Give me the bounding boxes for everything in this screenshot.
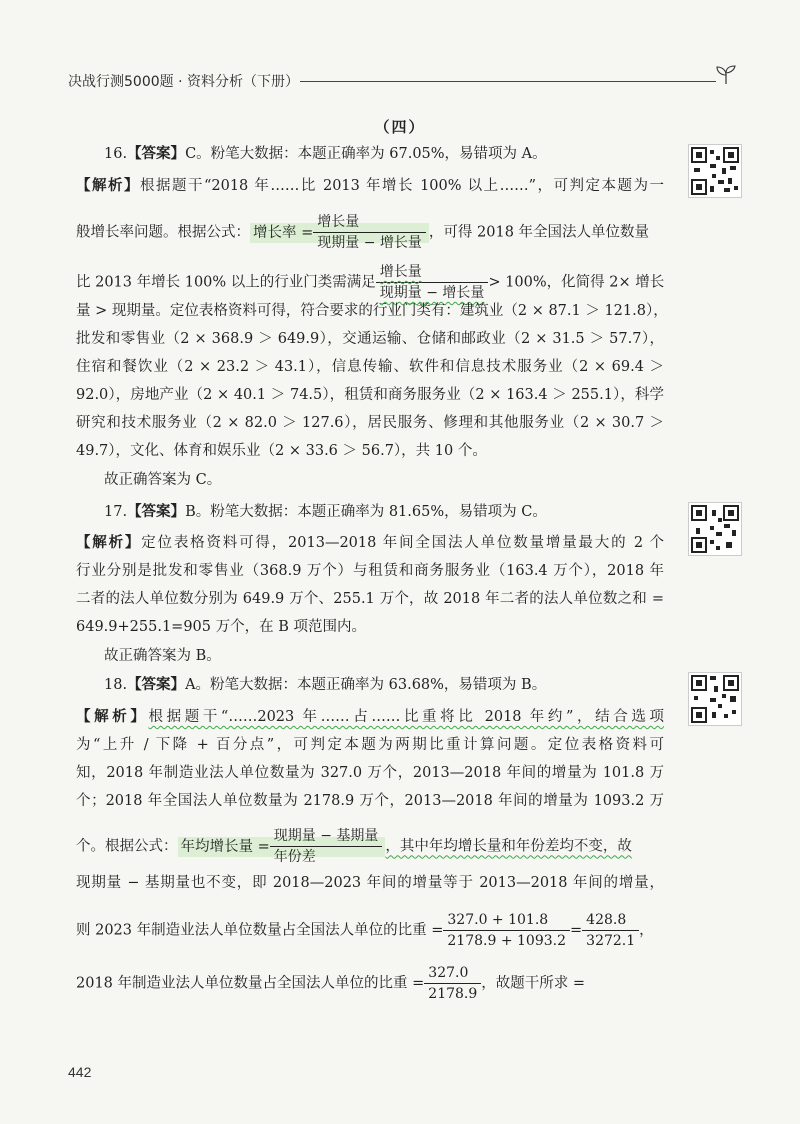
condition-fraction: $\frac{\text{增长量}}{\text{现期量 − 增长量}}$ xyxy=(376,262,489,303)
q16-analysis-line-2: 般增长率问题。根据公式： 增长率 = $\frac{\text{增长量}}{\text{现期量 − 增长量}}$ ，可得 2018 年全国法人单位数量 xyxy=(76,214,650,251)
qr-code-icon xyxy=(689,145,741,197)
q17-conclusion: 故正确答案为 B。 xyxy=(104,648,221,664)
annual-growth-fraction: $\frac{\text{现期量 − 基期量}}{\text{年份差}}$ xyxy=(270,826,383,867)
share-2023-fraction: $\frac{327.0 + 101.8}{2178.9 + 1093.2}$ xyxy=(443,910,570,951)
sprout-icon xyxy=(714,62,738,86)
book-title: 决战行测5000题 · 资料分析（下册） xyxy=(68,74,299,90)
q16-answer-line: 16.【答案】C。粉笔大数据：本题正确率为 67.05%，易错项为 A。 xyxy=(104,145,547,162)
q18-answer-line: 18.【答案】A。粉笔大数据：本题正确率为 63.68%，易错项为 B。 xyxy=(104,676,547,693)
q17-analysis-line-4: 649.9+255.1=905 万个，在 B 项范围内。 xyxy=(76,619,366,635)
page-number: 442 xyxy=(68,1064,92,1080)
q17-analysis-line-1: 【解析】定位表格资料可得，2013—2018 年间全国法人单位数量增量最大的 2 个 xyxy=(76,534,664,551)
q16-qr-code[interactable] xyxy=(688,144,742,198)
q16-analysis-line-7: 92.0），房地产业（2 × 40.1 ＞ 74.5），租赁和商务服务业（2 × 163.4 ＞ 255.1），科学 xyxy=(76,387,664,403)
q16-analysis-line-9: 49.7），文化、体育和娱乐业（2 × 33.6 ＞ 56.7），共 10 个。 xyxy=(76,443,487,459)
q16-analysis-line-3: 比 2013 年增长 100% 以上的行业门类需满足 $\frac{\text{增长量}}{\text{现期量 − 增长量}}$ > 100%，化简得 2× 增长 xyxy=(76,264,665,301)
q17-answer-line: 17.【答案】B。粉笔大数据：本题正确率为 81.65%，易错项为 C。 xyxy=(104,503,547,520)
header-rule xyxy=(300,81,716,82)
running-header xyxy=(68,68,738,94)
growth-rate-fraction: $\frac{\text{增长量}}{\text{现期量 − 增长量}}$ xyxy=(313,212,426,253)
q18-analysis-line-6: 现期量 − 基期量也不变，即 2018—2023 年间的增量等于 2013—2018 年间的增量， xyxy=(76,875,664,891)
q18-analysis-line-4: 个；2018 年全国法人单位数量为 2178.9 万个，2013—2018 年间的增量为 1093.2 万 xyxy=(76,793,664,809)
q18-analysis-line-7: 则 2023 年制造业法人单位数量占全国法人单位的比重 = $\frac{327.0 + 101.8}{2178.9 + 1093.2}$ = $\frac{428.8}{3272.1}$ ， xyxy=(76,912,654,949)
qr-code-icon xyxy=(689,503,741,555)
q18-analysis-line-5: 个。根据公式： 年均增长量 = $\frac{\text{现期量 − 基期量}}{\text{年份差}}$ ，其中年均增长量和年份差均不变，故 xyxy=(76,828,632,865)
q18-analysis-line-2: 为“上升 / 下降 + 百分点”，可判定本题为两期比重计算问题。定位表格资料可 xyxy=(76,737,664,753)
q16-analysis-line-8: 研究和技术服务业（2 × 82.0 ＞ 127.6），居民服务、修理和其他服务业（2 × 30.7 ＞ xyxy=(76,415,664,431)
section-title: （四） xyxy=(374,118,426,136)
q16-conclusion: 故正确答案为 C。 xyxy=(104,472,222,488)
q16-analysis-line-6: 住宿和餐饮业（2 × 23.2 ＞ 43.1），信息传输、软件和信息技术服务业（2 × 69.4 ＞ xyxy=(76,359,664,375)
share-2023-result-fraction: $\frac{428.8}{3272.1}$ xyxy=(582,910,639,951)
q16-analysis-line-1: 【解析】根据题干“2018 年……比 2013 年增长 100% 以上……”，可判定本题为一 xyxy=(76,177,664,194)
qr-code-icon xyxy=(689,673,741,725)
share-2018-fraction: $\frac{327.0}{2178.9}$ xyxy=(424,963,481,1004)
q17-qr-code[interactable] xyxy=(688,502,742,556)
q17-analysis-line-3: 二者的法人单位数分别为 649.9 万个、255.1 万个，故 2018 年二者的法人单位数之和 = xyxy=(76,591,664,607)
q18-analysis-line-1: 【解析】根据题干“……2023 年……占……比重将比 2018 年约”，结合选项 xyxy=(76,708,664,725)
q16-analysis-line-5: 批发和零售业（2 × 368.9 ＞ 649.9），交通运输、仓储和邮政业（2 × 31.5 ＞ 57.7）， xyxy=(76,331,664,347)
q18-qr-code[interactable] xyxy=(688,672,742,726)
q18-analysis-line-8: 2018 年制造业法人单位数量占全国法人单位的比重 = $\frac{327.0}{2178.9}$ ，故题干所求 = xyxy=(76,965,586,1002)
q17-analysis-line-2: 行业分别是批发和零售业（368.9 万个）与租赁和商务服务业（163.4 万个），2018 年 xyxy=(76,563,664,579)
q18-analysis-line-3: 知，2018 年制造业法人单位数量为 327.0 万个，2013—2018 年间的增量为 101.8 万 xyxy=(76,765,664,781)
q16-analysis-line-4: 量 > 现期量。定位表格资料可得，符合要求的行业门类有：建筑业（2 × 87.1 ＞ 121.8）， xyxy=(76,303,668,319)
